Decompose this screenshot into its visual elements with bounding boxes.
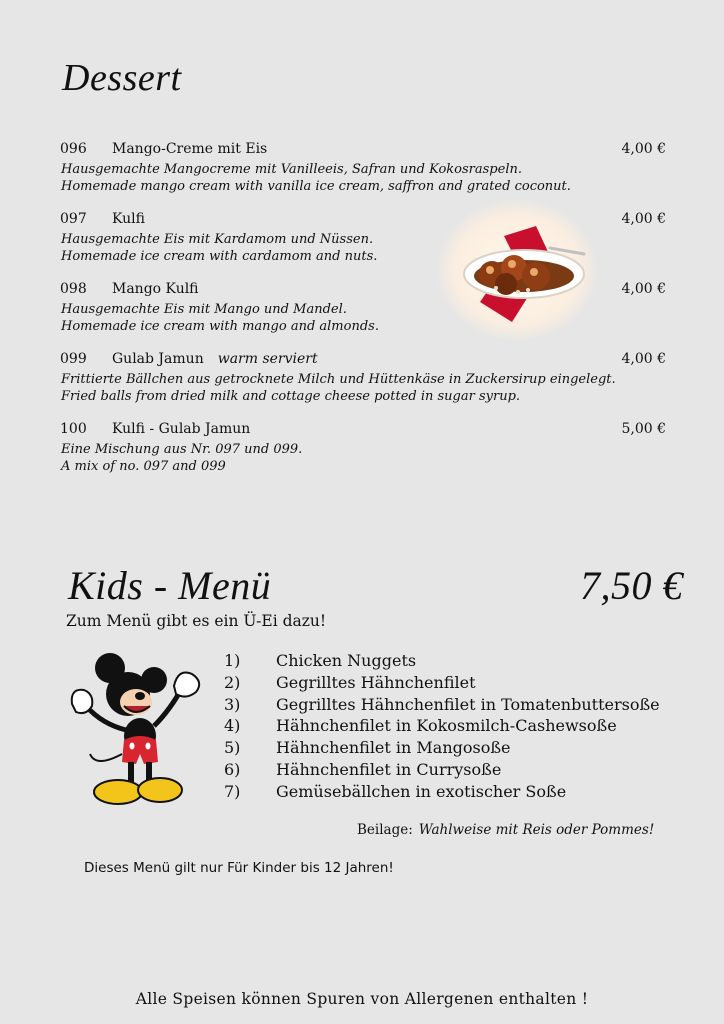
side-dish-line — [357, 822, 654, 838]
item-name-text: Gulab Jamun — [112, 351, 204, 367]
menu-item-099 — [60, 351, 668, 405]
item-number: 098 — [60, 281, 87, 297]
option-text: Gegrilltes Hähnchenfilet — [276, 672, 476, 692]
item-description-en: Homemade mango cream with vanilla ice cream, saffron and grated coconut. — [61, 179, 571, 194]
option-index: 5) — [224, 738, 241, 758]
item-description-en: A mix of no. 097 and 099 — [61, 459, 226, 474]
menu-item-100 — [60, 421, 668, 475]
mickey-mouse-illustration — [66, 650, 206, 814]
option-text: Hähnchenfilet in Kokosmilch-Cashewsoße — [276, 716, 617, 736]
dessert-title: Dessert — [62, 57, 182, 99]
option-text: Gemüsebällchen in exotischer Soße — [276, 781, 567, 801]
option-text: Chicken Nuggets — [276, 651, 417, 670]
item-description-en: Homemade ice cream with mango and almonds. — [61, 319, 379, 334]
kids-menu-subtitle: Zum Menü gibt es ein Ü-Ei dazu! — [66, 612, 327, 630]
item-description-en: Homemade ice cream with cardamom and nuts. — [61, 249, 378, 264]
item-price: 4,00 € — [621, 281, 666, 297]
item-name: Kulfi — [112, 211, 145, 227]
allergy-note: Alle Speisen können Spuren von Allergenen enthalten ! — [135, 990, 589, 1008]
option-index: 6) — [224, 759, 241, 779]
option-index: 7) — [224, 781, 241, 801]
item-description-en: Fried balls from dried milk and cottage cheese potted in sugar syrup. — [61, 389, 521, 404]
item-name: Kulfi - Gulab Jamun — [112, 421, 251, 437]
option-index: 3) — [224, 694, 241, 714]
item-description-de: Hausgemachte Eis mit Mango und Mandel. — [61, 302, 347, 317]
option-text: Hähnchenfilet in Currysoße — [276, 759, 502, 779]
item-name: Mango-Creme mit Eis — [112, 141, 268, 157]
item-price: 4,00 € — [621, 141, 666, 157]
item-number: 096 — [60, 141, 87, 157]
age-notice: Dieses Menü gilt nur Für Kinder bis 12 Jahren! — [84, 860, 394, 876]
item-description-de: Hausgemachte Eis mit Kardamom und Nüssen. — [61, 232, 374, 247]
item-description-de: Eine Mischung aus Nr. 097 und 099. — [61, 442, 303, 457]
item-name — [112, 351, 318, 367]
side-dish-value: Wahlweise mit Reis oder Pommes! — [418, 822, 655, 838]
option-index: 4) — [224, 716, 241, 736]
side-dish-label: Beilage: — [357, 822, 413, 838]
kids-menu-title: Kids - Menü — [68, 563, 272, 608]
item-description-de: Hausgemachte Mangocreme mit Vanilleeis, Safran und Kokosraspeln. — [61, 162, 522, 177]
item-name: Mango Kulfi — [112, 281, 199, 297]
option-text: Hähnchenfilet in Mangosoße — [276, 738, 511, 758]
item-description-de: Frittierte Bällchen aus getrocknete Milch und Hüttenkäse in Zuckersirup eingelegt. — [61, 372, 616, 387]
option-index: 1) — [224, 651, 241, 670]
menu-item-096 — [60, 141, 668, 195]
item-price: 4,00 € — [621, 351, 666, 367]
item-price: 4,00 € — [621, 211, 666, 227]
menu-item-098 — [60, 281, 668, 335]
item-number: 100 — [60, 421, 87, 437]
menu-item-097 — [60, 211, 668, 265]
item-number: 097 — [60, 211, 87, 227]
item-price: 5,00 € — [621, 421, 666, 437]
option-index: 2) — [224, 672, 241, 692]
item-number: 099 — [60, 351, 87, 367]
kids-menu-price: 7,50 € — [580, 563, 683, 608]
option-text: Gegrilltes Hähnchenfilet in Tomatenbuttersoße — [276, 694, 660, 714]
item-note: warm serviert — [217, 351, 318, 367]
